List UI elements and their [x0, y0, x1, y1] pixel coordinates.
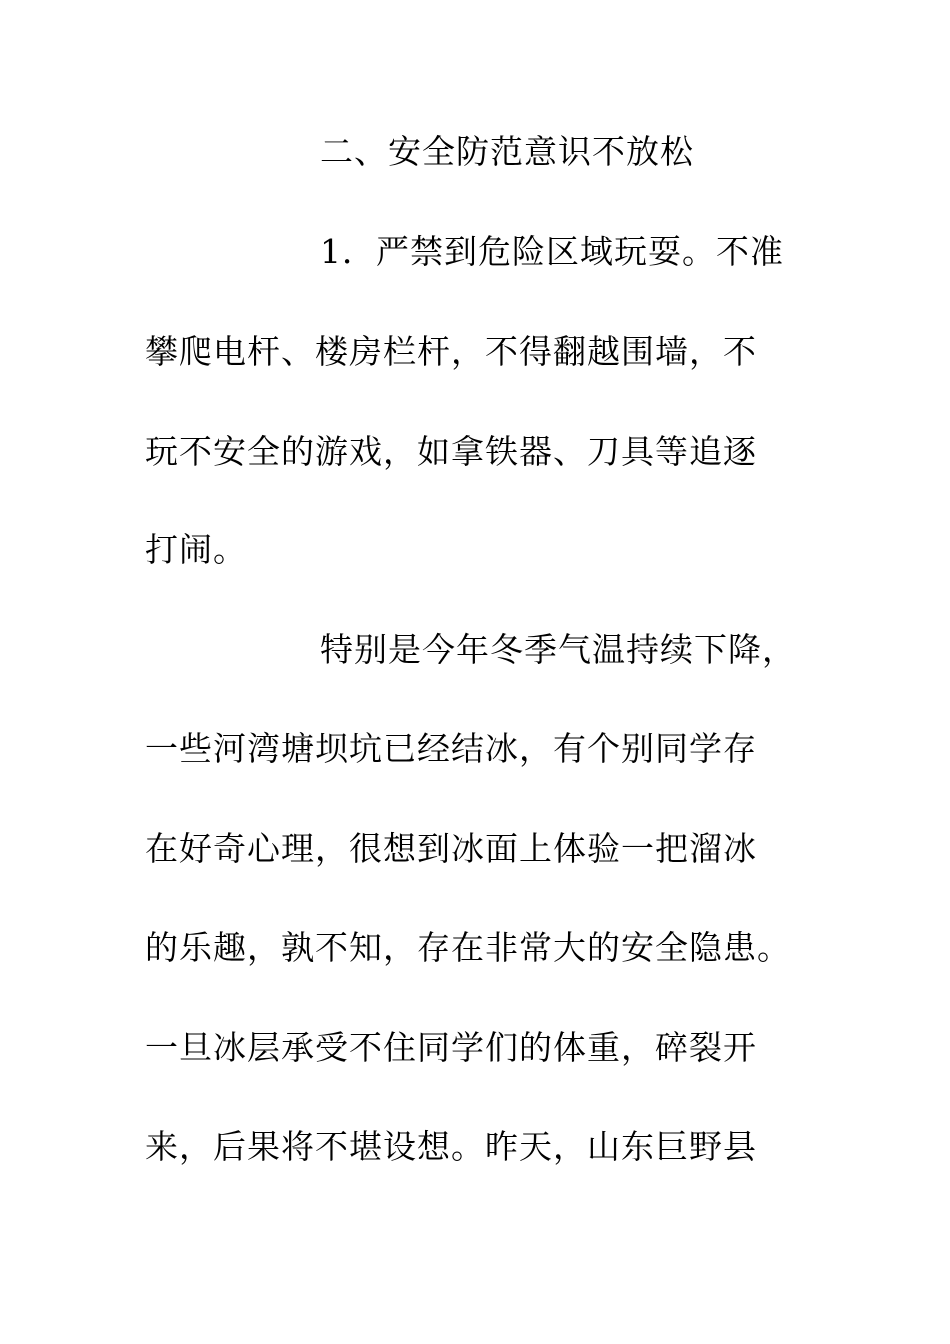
text-line: 玩不安全的游戏，如拿铁器、刀具等追逐 — [145, 432, 757, 471]
text-line: 打闹。 — [145, 530, 247, 569]
text-line: 一些河湾塘坝坑已经结冰，有个别同学存 — [145, 729, 757, 768]
text-line: 的乐趣，孰不知，存在非常大的安全隐患。 — [145, 928, 791, 967]
text-line: 特别是今年冬季气温持续下降， — [320, 630, 796, 669]
text-line: 一旦冰层承受不住同学们的体重，碎裂开 — [145, 1028, 757, 1067]
section-heading: 二、安全防范意识不放松 — [320, 132, 694, 171]
text-line: 在好奇心理，很想到冰面上体验一把溜冰 — [145, 829, 757, 868]
text-line: 1．严禁到危险区域玩耍。不准 — [320, 232, 784, 271]
text-line: 攀爬电杆、楼房栏杆，不得翻越围墙，不 — [145, 332, 757, 371]
text-line: 来，后果将不堪设想。昨天，山东巨野县 — [145, 1127, 757, 1166]
